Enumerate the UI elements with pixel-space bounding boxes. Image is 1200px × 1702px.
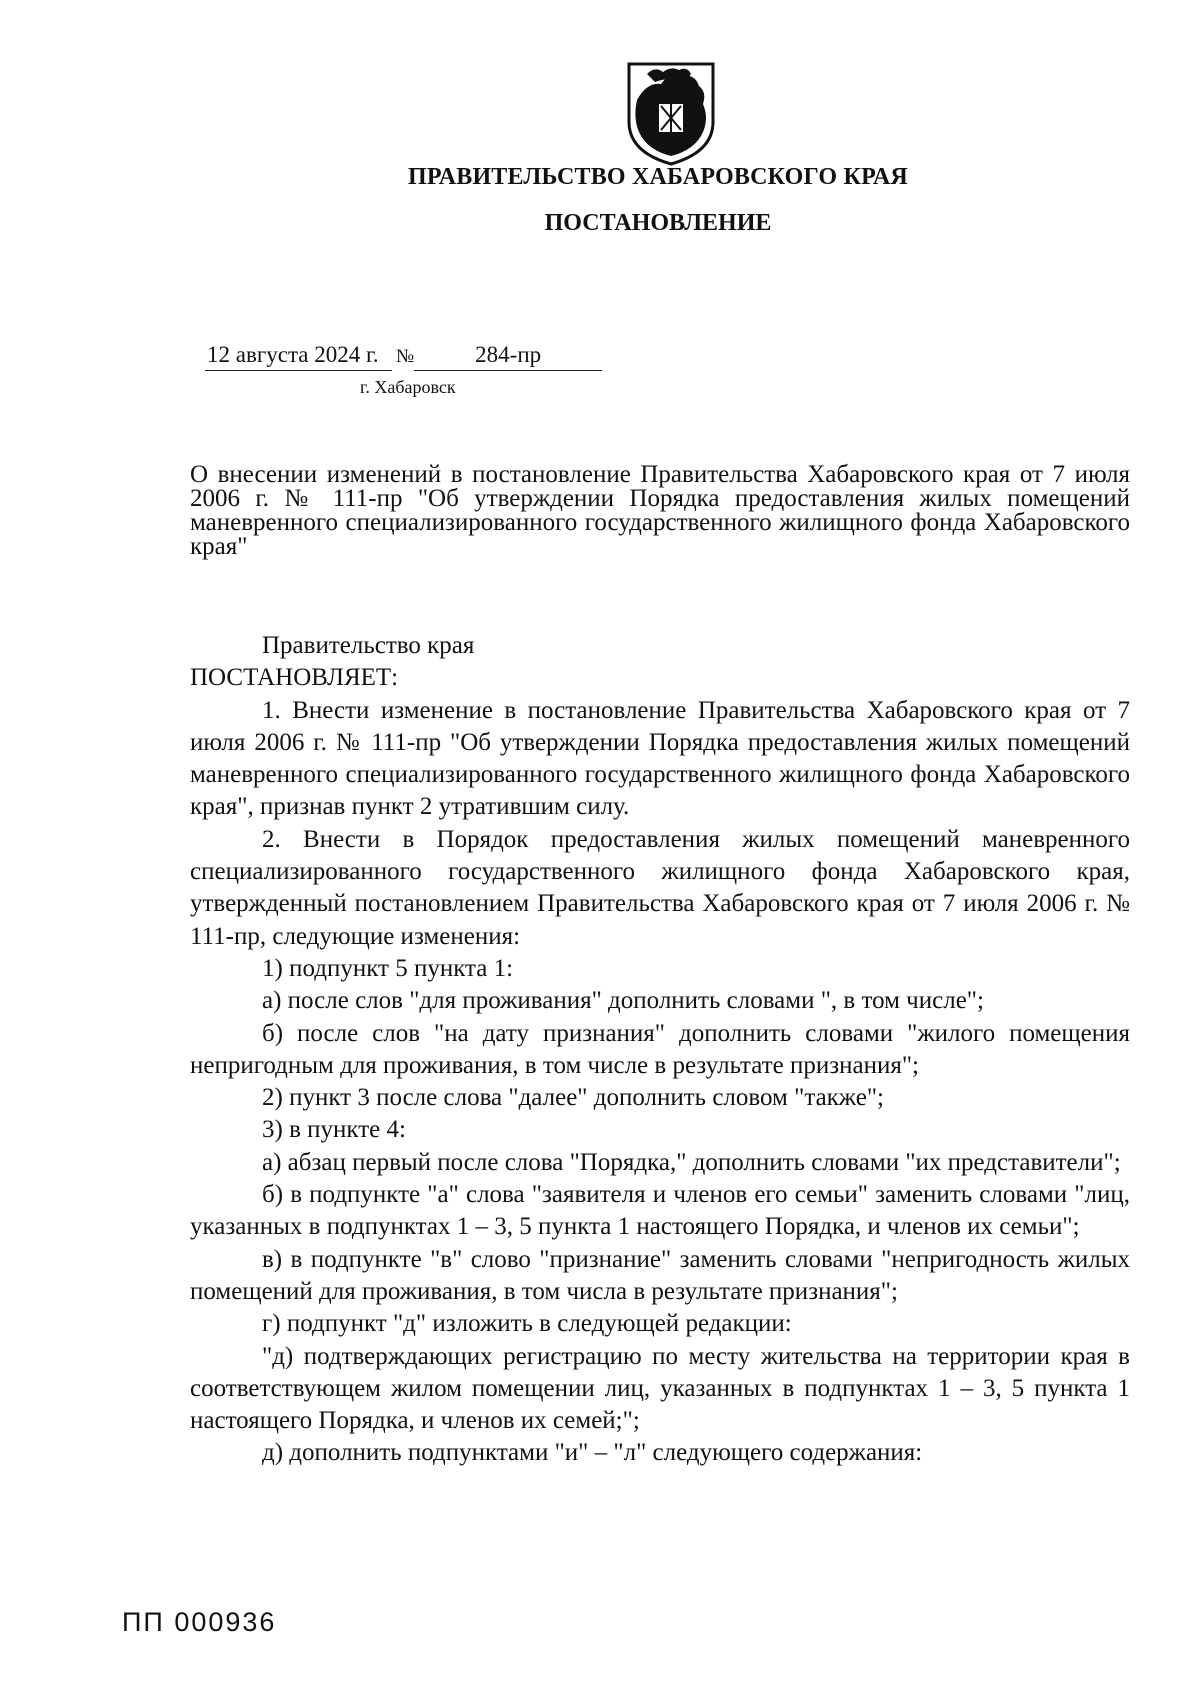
document-city: г. Хабаровск (360, 377, 456, 397)
paragraph: г) подпункт "д" изложить в следующей редакции: (262, 1310, 792, 1338)
government-title: ПРАВИТЕЛЬСТВО ХАБАРОВСКОГО КРАЯ (408, 164, 908, 190)
number-sign: № (396, 346, 415, 367)
document-type-title: ПОСТАНОВЛЕНИЕ (544, 210, 772, 236)
paragraph: 2) пункт 3 после слова "далее" дополнить словом "также"; (262, 1084, 884, 1112)
paragraph: 3) в пункте 4: (262, 1116, 406, 1144)
paragraph: 2. Внести в Порядок предоставления жилых помещений маневренного специализированного государственного жилищного фонда Хабаровского края, утвержденный постановлением Правительства Хабаровского края от 7 июля 2006 г. № 111-пр, следующие изменения: (190, 825, 1130, 950)
date-number-line (205, 342, 602, 371)
document-number: 284-пр (414, 342, 602, 371)
paragraph: б) после слов "на дату признания" дополнить словами "жилого помещения непригодным для проживания, в том числе в результате признания"; (190, 1019, 1130, 1079)
paragraph: а) абзац первый после слова "Порядка," дополнить словами "их представители"; (262, 1148, 1121, 1176)
paragraph: в) в подпункте "в" слово "признание" заменить словами "непригодность жилых помещений для проживания, в том числа в результате признания"; (190, 1245, 1130, 1305)
paragraph: д) дополнить подпунктами "и" – "л" следующего содержания: (262, 1439, 923, 1467)
paragraph: 1) подпункт 5 пункта 1: (262, 954, 514, 982)
document-body (190, 630, 1130, 1470)
resolves-line: ПОСТАНОВЛЯЕТ: (190, 664, 399, 692)
document-subject: О внесении изменений в постановление Правительства Хабаровского края от 7 июля 2006 г. № 111-пр "Об утверждении Порядка предоставления жилых помещений маневренного специализированного государственного жилищного фонда Хабаровского края" (190, 461, 1130, 560)
paragraph: 1. Внести изменение в постановление Правительства Хабаровского края от 7 июля 2006 г. № 111-пр "Об утверждении Порядка предоставления жилых помещений маневренного специализированного государственного жилищного фонда Хабаровского края", признав пункт 2 утратившим силу. (190, 696, 1130, 821)
paragraph: а) после слов "для проживания" дополнить словами ", в том числе"; (262, 987, 984, 1015)
paragraph: б) в подпункте "а" слова "заявителя и членов его семьи" заменить словами "лиц, указанных в подпунктах 1 – 3, 5 пункта 1 настоящего Порядка, и членов их семьи"; (190, 1181, 1130, 1241)
khabarovsk-coat-of-arms-icon (625, 60, 717, 168)
document-date: 12 августа 2024 г. (205, 342, 392, 371)
paragraph: "д) подтверждающих регистрацию по месту жительства на территории края в соответствующем жилом помещении лиц, указанных в подпунктах 1 – 3, 5 пункта 1 настоящего Порядка, и членов их семей;"; (190, 1342, 1130, 1435)
footer-serial-code: ПП 000936 (122, 1607, 277, 1637)
intro-line: Правительство края (262, 632, 475, 659)
